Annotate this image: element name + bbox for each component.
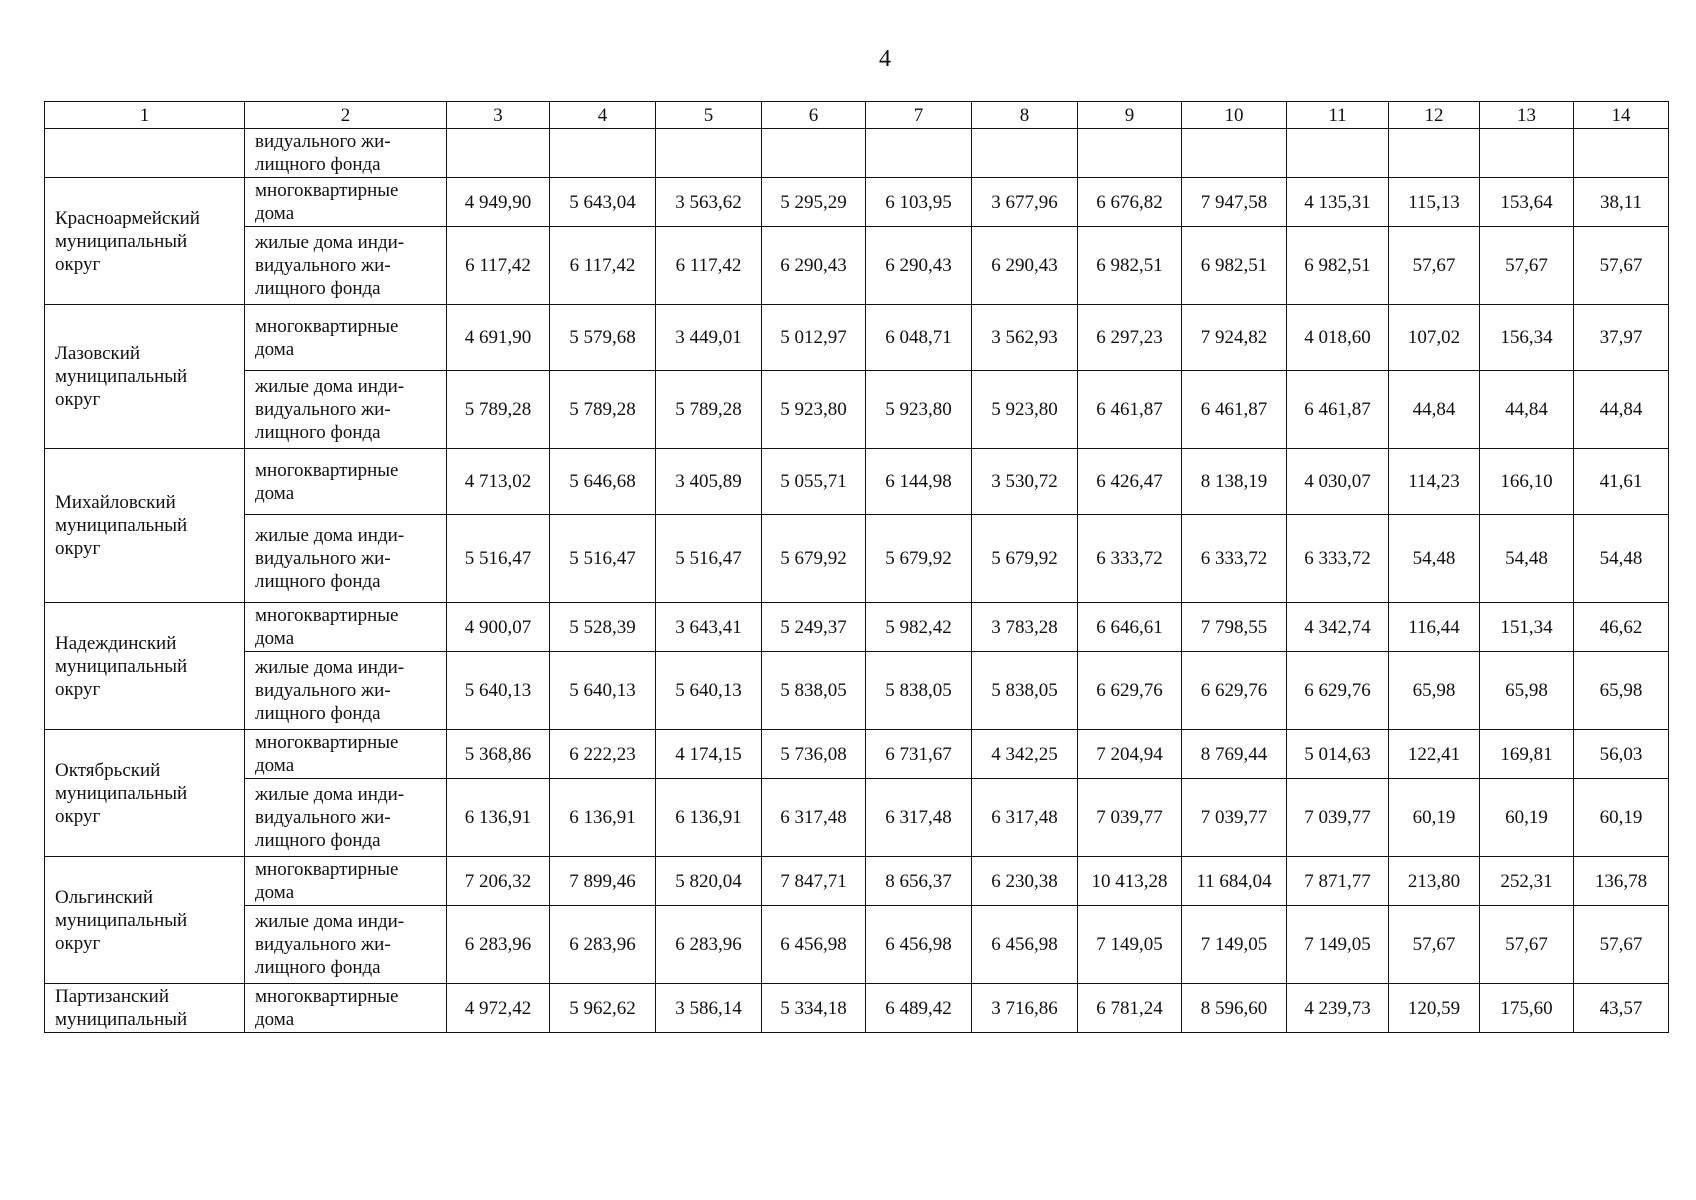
table-row [45,603,1669,652]
table-row [45,906,1669,984]
value-cell: 6 676,82 [1078,178,1182,227]
value-cell: 6 283,96 [447,906,550,984]
value-cell: 3 643,41 [656,603,762,652]
value-cell: 6 629,76 [1182,652,1287,730]
value-cell: 54,48 [1480,515,1574,603]
value-cell: 5 643,04 [550,178,656,227]
district-cell [45,129,245,178]
value-cell: 11 684,04 [1182,857,1287,906]
value-cell: 44,84 [1389,371,1480,449]
value-cell: 6 731,67 [866,730,972,779]
value-cell: 5 789,28 [447,371,550,449]
value-cell: 57,67 [1389,227,1480,305]
value-cell: 60,19 [1480,779,1574,857]
value-cell: 6 136,91 [447,779,550,857]
value-cell: 6 629,76 [1287,652,1389,730]
value-cell: 54,48 [1574,515,1669,603]
value-cell: 6 230,38 [972,857,1078,906]
value-cell: 5 820,04 [656,857,762,906]
value-cell: 7 204,94 [1078,730,1182,779]
page-number: 4 [879,46,891,72]
tariff-table [44,101,1669,1033]
value-cell: 7 847,71 [762,857,866,906]
district-name: Надеждинский муниципальный округ [45,603,245,730]
column-header: 2 [245,102,447,129]
value-cell: 5 249,37 [762,603,866,652]
value-cell: 5 646,68 [550,449,656,515]
value-cell: 4 342,74 [1287,603,1389,652]
value-cell: 5 295,29 [762,178,866,227]
value-cell: 6 117,42 [656,227,762,305]
district-name: Ольгинский муниципальный округ [45,857,245,984]
value-cell: 60,19 [1574,779,1669,857]
housing-type-cell: жилые дома инди- видуального жи- лищного фонда [245,227,447,305]
column-header: 4 [550,102,656,129]
value-cell: 5 640,13 [550,652,656,730]
value-cell [656,129,762,178]
header-row [45,102,1669,129]
column-header: 1 [45,102,245,129]
value-cell: 57,67 [1480,906,1574,984]
value-cell: 6 456,98 [866,906,972,984]
column-header: 14 [1574,102,1669,129]
value-cell: 115,13 [1389,178,1480,227]
value-cell: 169,81 [1480,730,1574,779]
value-cell: 3 562,93 [972,305,1078,371]
housing-type-cell: многоквартирные дома [245,603,447,652]
value-cell: 6 461,87 [1078,371,1182,449]
value-cell: 5 516,47 [447,515,550,603]
value-cell: 3 677,96 [972,178,1078,227]
value-cell: 6 982,51 [1182,227,1287,305]
district-name: Октябрьский муниципальный округ [45,730,245,857]
value-cell: 6 317,48 [972,779,1078,857]
value-cell: 7 947,58 [1182,178,1287,227]
table-row [45,984,1669,1033]
district-name: Лазовский муниципальный округ [45,305,245,449]
value-cell: 6 297,23 [1078,305,1182,371]
value-cell: 6 222,23 [550,730,656,779]
value-cell: 5 838,05 [762,652,866,730]
value-cell: 6 781,24 [1078,984,1182,1033]
value-cell: 8 656,37 [866,857,972,906]
value-cell: 6 290,43 [866,227,972,305]
value-cell [972,129,1078,178]
value-cell: 3 530,72 [972,449,1078,515]
column-header: 5 [656,102,762,129]
value-cell: 65,98 [1574,652,1669,730]
value-cell: 151,34 [1480,603,1574,652]
value-cell: 10 413,28 [1078,857,1182,906]
housing-type-cell: многоквартирные дома [245,178,447,227]
column-header: 10 [1182,102,1287,129]
value-cell: 6 290,43 [972,227,1078,305]
table-row [45,371,1669,449]
value-cell: 122,41 [1389,730,1480,779]
value-cell: 6 461,87 [1287,371,1389,449]
value-cell: 3 716,86 [972,984,1078,1033]
value-cell: 3 563,62 [656,178,762,227]
value-cell: 175,60 [1480,984,1574,1033]
value-cell: 44,84 [1480,371,1574,449]
value-cell: 5 055,71 [762,449,866,515]
value-cell: 7 039,77 [1287,779,1389,857]
value-cell [1389,129,1480,178]
housing-type-cell: жилые дома инди- видуального жи- лищного фонда [245,515,447,603]
value-cell [1182,129,1287,178]
column-header: 13 [1480,102,1574,129]
value-cell: 5 640,13 [656,652,762,730]
value-cell [1574,129,1669,178]
column-header: 6 [762,102,866,129]
value-cell: 46,62 [1574,603,1669,652]
housing-type-cell: жилые дома инди- видуального жи- лищного фонда [245,906,447,984]
housing-type-cell: жилые дома инди- видуального жи- лищного фонда [245,779,447,857]
value-cell: 252,31 [1480,857,1574,906]
value-cell: 38,11 [1574,178,1669,227]
value-cell: 5 923,80 [866,371,972,449]
value-cell: 6 317,48 [866,779,972,857]
value-cell: 6 117,42 [447,227,550,305]
value-cell: 4 018,60 [1287,305,1389,371]
value-cell: 4 972,42 [447,984,550,1033]
value-cell: 3 783,28 [972,603,1078,652]
column-header: 3 [447,102,550,129]
value-cell: 6 456,98 [972,906,1078,984]
value-cell: 6 144,98 [866,449,972,515]
value-cell: 6 646,61 [1078,603,1182,652]
value-cell: 5 838,05 [866,652,972,730]
value-cell: 43,57 [1574,984,1669,1033]
district-name: Михайловский муниципальный округ [45,449,245,603]
value-cell: 5 838,05 [972,652,1078,730]
housing-type-cell: многоквартирные дома [245,730,447,779]
value-cell: 4 135,31 [1287,178,1389,227]
housing-type-cell: многоквартирные дома [245,305,447,371]
value-cell: 4 174,15 [656,730,762,779]
value-cell: 7 924,82 [1182,305,1287,371]
value-cell: 57,67 [1574,227,1669,305]
value-cell: 8 138,19 [1182,449,1287,515]
table-row [45,857,1669,906]
value-cell: 7 206,32 [447,857,550,906]
table-row [45,449,1669,515]
value-cell [1078,129,1182,178]
housing-type-cell: жилые дома инди- видуального жи- лищного фонда [245,371,447,449]
value-cell: 5 789,28 [550,371,656,449]
value-cell: 153,64 [1480,178,1574,227]
value-cell: 7 149,05 [1287,906,1389,984]
value-cell: 4 949,90 [447,178,550,227]
value-cell: 57,67 [1574,906,1669,984]
value-cell [550,129,656,178]
table-row [45,515,1669,603]
value-cell: 7 039,77 [1078,779,1182,857]
value-cell: 6 982,51 [1078,227,1182,305]
value-cell: 120,59 [1389,984,1480,1033]
housing-type-cell: жилые дома инди- видуального жи- лищного фонда [245,652,447,730]
district-name: Партизанский муниципальный [45,984,245,1033]
value-cell: 7 871,77 [1287,857,1389,906]
value-cell: 65,98 [1480,652,1574,730]
value-cell: 5 014,63 [1287,730,1389,779]
column-header: 8 [972,102,1078,129]
table-row [45,129,1669,178]
value-cell: 44,84 [1574,371,1669,449]
value-cell: 57,67 [1480,227,1574,305]
value-cell: 6 426,47 [1078,449,1182,515]
value-cell: 6 333,72 [1078,515,1182,603]
column-header: 11 [1287,102,1389,129]
value-cell: 7 899,46 [550,857,656,906]
value-cell: 37,97 [1574,305,1669,371]
value-cell: 6 136,91 [656,779,762,857]
value-cell: 5 516,47 [550,515,656,603]
district-name: Красноармейский муниципальный округ [45,178,245,305]
column-header: 9 [1078,102,1182,129]
value-cell: 5 923,80 [972,371,1078,449]
value-cell: 4 239,73 [1287,984,1389,1033]
value-cell [1287,129,1389,178]
value-cell: 3 586,14 [656,984,762,1033]
value-cell: 3 449,01 [656,305,762,371]
value-cell: 4 342,25 [972,730,1078,779]
value-cell: 6 290,43 [762,227,866,305]
value-cell [447,129,550,178]
value-cell: 5 368,86 [447,730,550,779]
value-cell: 56,03 [1574,730,1669,779]
value-cell: 166,10 [1480,449,1574,515]
value-cell: 7 149,05 [1182,906,1287,984]
value-cell: 60,19 [1389,779,1480,857]
value-cell: 116,44 [1389,603,1480,652]
table-row [45,730,1669,779]
value-cell: 41,61 [1574,449,1669,515]
value-cell: 7 798,55 [1182,603,1287,652]
value-cell: 4 691,90 [447,305,550,371]
table-row [45,305,1669,371]
housing-type-cell: многоквартирные дома [245,857,447,906]
value-cell: 5 679,92 [972,515,1078,603]
value-cell: 6 461,87 [1182,371,1287,449]
value-cell: 6 333,72 [1287,515,1389,603]
value-cell: 5 962,62 [550,984,656,1033]
value-cell: 5 679,92 [762,515,866,603]
table-body [45,102,1669,1033]
value-cell: 65,98 [1389,652,1480,730]
value-cell: 6 333,72 [1182,515,1287,603]
value-cell [866,129,972,178]
column-header: 12 [1389,102,1480,129]
value-cell: 5 579,68 [550,305,656,371]
table-row [45,652,1669,730]
value-cell: 213,80 [1389,857,1480,906]
value-cell: 5 012,97 [762,305,866,371]
value-cell: 4 713,02 [447,449,550,515]
value-cell: 5 334,18 [762,984,866,1033]
housing-type-cell: многоквартирные дома [245,449,447,515]
value-cell: 5 736,08 [762,730,866,779]
value-cell: 8 596,60 [1182,984,1287,1033]
value-cell: 5 640,13 [447,652,550,730]
value-cell: 5 679,92 [866,515,972,603]
value-cell: 5 923,80 [762,371,866,449]
value-cell: 5 528,39 [550,603,656,652]
value-cell: 4 030,07 [1287,449,1389,515]
value-cell: 6 982,51 [1287,227,1389,305]
value-cell: 6 117,42 [550,227,656,305]
value-cell: 7 039,77 [1182,779,1287,857]
value-cell: 5 516,47 [656,515,762,603]
value-cell: 5 789,28 [656,371,762,449]
value-cell: 107,02 [1389,305,1480,371]
value-cell [762,129,866,178]
value-cell: 6 283,96 [656,906,762,984]
value-cell: 6 456,98 [762,906,866,984]
value-cell: 5 982,42 [866,603,972,652]
value-cell: 8 769,44 [1182,730,1287,779]
value-cell: 114,23 [1389,449,1480,515]
value-cell: 6 629,76 [1078,652,1182,730]
housing-type-cell: многоквартирные дома [245,984,447,1033]
table-row [45,779,1669,857]
column-header: 7 [866,102,972,129]
table-row [45,227,1669,305]
value-cell: 6 048,71 [866,305,972,371]
value-cell: 6 283,96 [550,906,656,984]
value-cell: 3 405,89 [656,449,762,515]
value-cell: 6 489,42 [866,984,972,1033]
value-cell: 156,34 [1480,305,1574,371]
value-cell: 136,78 [1574,857,1669,906]
value-cell: 54,48 [1389,515,1480,603]
value-cell [1480,129,1574,178]
value-cell: 57,67 [1389,906,1480,984]
housing-type-cell: видуального жи- лищного фонда [245,129,447,178]
table-row [45,178,1669,227]
value-cell: 6 317,48 [762,779,866,857]
value-cell: 6 103,95 [866,178,972,227]
value-cell: 4 900,07 [447,603,550,652]
value-cell: 7 149,05 [1078,906,1182,984]
value-cell: 6 136,91 [550,779,656,857]
